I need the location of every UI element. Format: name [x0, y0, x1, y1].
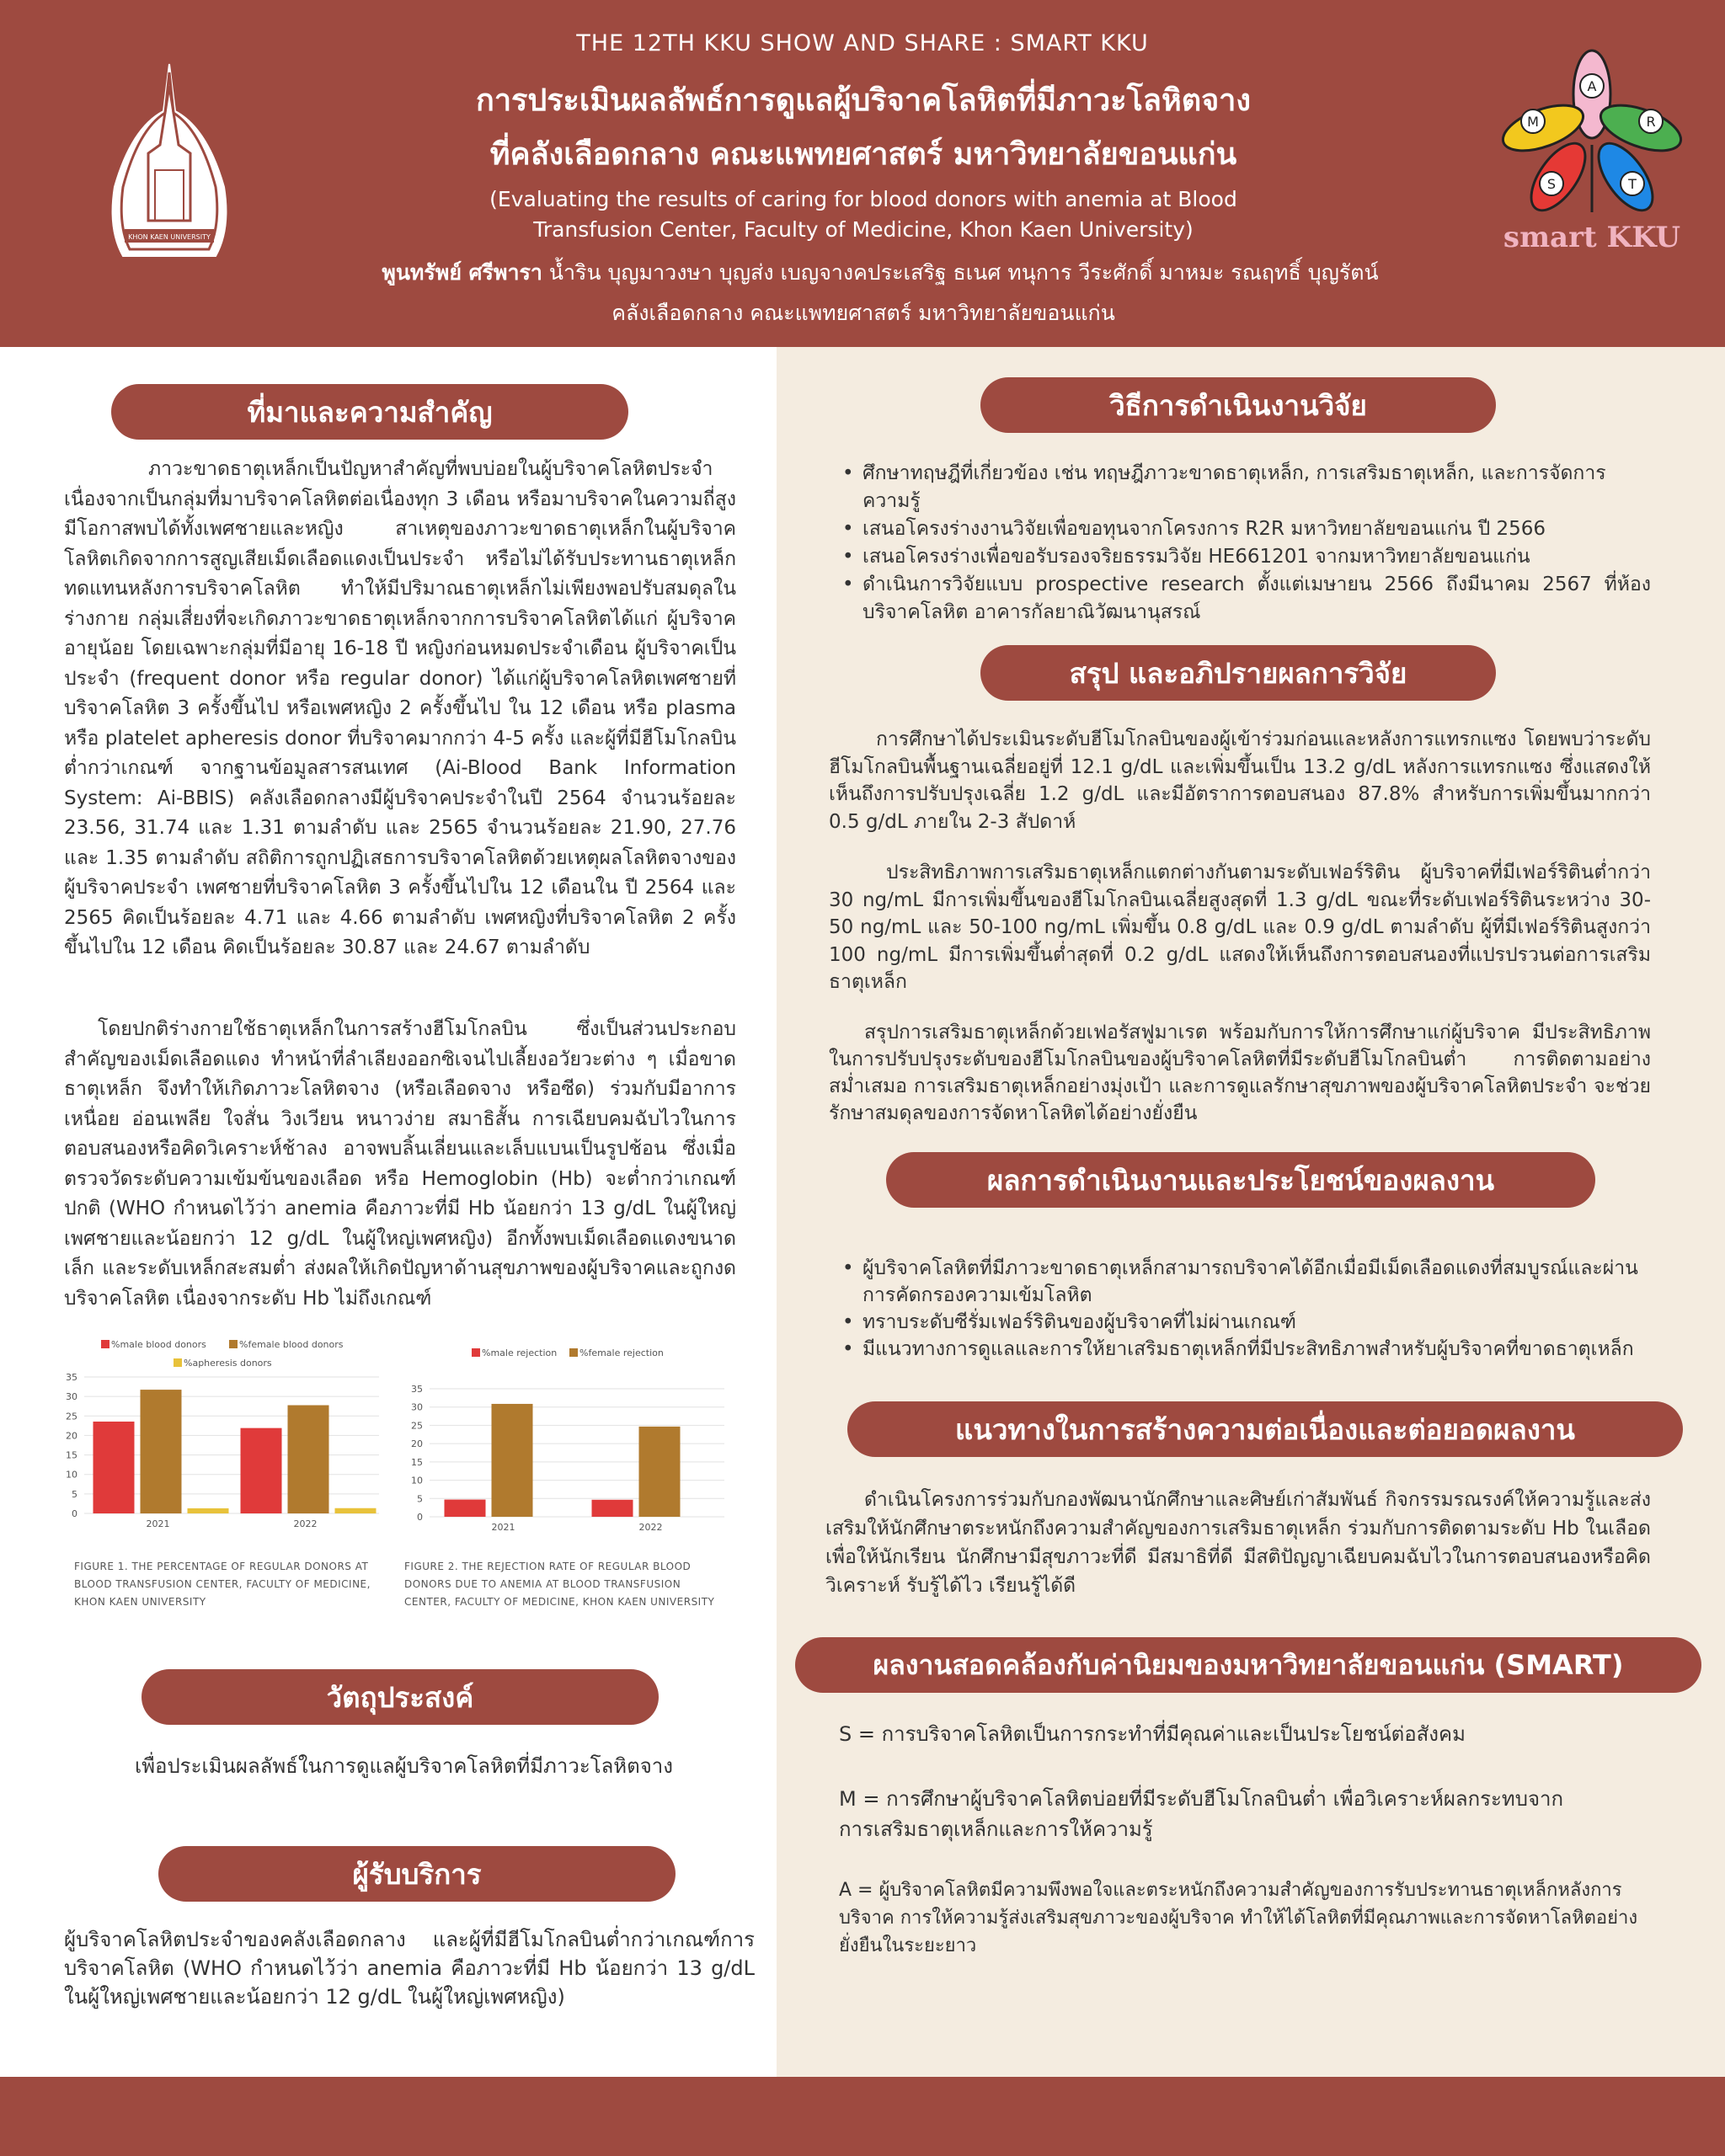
legend-label: %male blood donors	[111, 1339, 206, 1350]
y-tick-label: 25	[66, 1411, 77, 1422]
kku-seal-logo	[106, 61, 232, 263]
bar	[335, 1508, 377, 1513]
bar	[592, 1500, 633, 1517]
legend-swatch	[472, 1348, 480, 1357]
results-heading: ผลการดำเนินงานและประโยชน์ของผลงาน	[886, 1152, 1595, 1208]
y-tick-label: 20	[411, 1438, 423, 1450]
bar	[141, 1390, 182, 1513]
results-list	[842, 1255, 1642, 1363]
legend-label: %female blood donors	[239, 1339, 344, 1350]
legend-label: %male rejection	[482, 1348, 558, 1358]
poster-title-line2: ที่คลังเลือดกลาง คณะแพทยศาสตร์ มหาวิทยาลัยขอนแก่น	[489, 137, 1237, 172]
smart-heading: ผลงานสอดคล้องกับค่านิยมของมหาวิทยาลัยขอนแก่น (SMART)	[795, 1637, 1701, 1693]
smart-a-value: A = ผู้บริจาคโลหิตมีความพึงพอใจและตระหนักถึงความสำคัญของการรับประทานธาตุเหล็กหลังการบริจาค การให้ความรู้ส่งเสริมสุขภาวะของผู้บริจาค ทำให้ได้โลหิตที่มีคุณภาพและการจัดหาโลหิตอย่างยั่งยืนในระยะยาว	[839, 1880, 1638, 1956]
conclusion-paragraph-1: การศึกษาได้ประเมินระดับฮีโมโกลบินของผู้เข้าร่วมก่อนและหลังการแทรกแซง โดยพบว่าระดับฮีโมโกลบินพื้นฐานเฉลี่ยอยู่ที่ 12.1 g/dL และเพิ่มขึ้นเป็น 13.2 g/dL หลังการแทรกแซง ซึ่งแสดงให้เห็นถึงการปรับปรุงเฉลี่ย 1.2 g/dL และมีอัตราการตอบสนอง 87.8% สำหรับการเพิ่มขึ้นมากกว่า 0.5 g/dL ภายใน 2-3 สัปดาห์	[829, 728, 1651, 833]
legend-label: %apheresis donors	[184, 1358, 272, 1369]
chart-anemia-rejection	[396, 1343, 733, 1533]
results-item: • มีแนวทางการดูแลและการให้ยาเสริมธาตุเหล็กที่มีประสิทธิภาพสำหรับผู้บริจาคที่ขาดธาตุเหล็ก	[842, 1336, 1642, 1363]
bar	[445, 1500, 486, 1517]
letter-m: M	[1527, 114, 1539, 130]
chart1-bars	[93, 1390, 377, 1513]
legend-swatch	[229, 1340, 238, 1348]
y-tick-label: 30	[66, 1391, 77, 1403]
conclusion-paragraph-3: สรุปการเสริมธาตุเหล็กด้วยเฟอรัสฟูมาเรต พร้อมกับการให้การศึกษาแก่ผู้บริจาค มีประสิทธิภาพในการปรับปรุงระดับของฮีโมโกลบินของผู้บริจาคโลหิตที่มีระดับฮีโมโกลบินต่ำ การติดตามอย่างสม่ำเสมอ การเสริมธาตุเหล็กอย่างมุ่งเป้า และการดูแลรักษาสุขภาพของผู้บริจาคโลหิตประจำ จะช่วยรักษาสมดุลของการจัดหาโลหิตได้อย่างยั่งยืน	[829, 1022, 1651, 1124]
continuity-heading: แนวทางในการสร้างความต่อเนื่องและต่อยอดผลงาน	[847, 1401, 1683, 1457]
coauthors: น้ำริน บุญมาวงษา บุญส่ง เบญจางคประเสริฐ ธเนศ ทนุการ วีระศักดิ์ มาหมะ รณฤทธิ์ บุญรัตน์	[542, 260, 1379, 285]
poster-title-line1: การประเมินผลลัพธ์การดูแลผู้บริจาคโลหิตที่มีภาวะโลหิตจาง	[476, 83, 1251, 118]
x-tick-label: 2022	[638, 1522, 663, 1533]
chart-regular-donors	[51, 1335, 387, 1529]
methods-item: • เสนอโครงร่างเพื่อขอรับรองจริยธรรมวิจัย HE661201 จากมหาวิทยาลัยขอนแก่น	[842, 543, 1651, 571]
kku-logo-text: KHON KAEN UNIVERSITY	[128, 233, 211, 241]
lead-author: พูนทรัพย์ ศรีพารา	[382, 260, 542, 285]
letter-a: A	[1587, 78, 1597, 94]
chart1-caption: FIGURE 1. THE PERCENTAGE OF REGULAR DONORS AT BLOOD TRANSFUSION CENTER, FACULTY OF MEDICINE, KHON KAEN UNIVERSITY	[74, 1561, 371, 1608]
y-tick-label: 35	[66, 1372, 77, 1383]
y-tick-label: 5	[72, 1488, 77, 1500]
x-tick-label: 2021	[491, 1522, 515, 1533]
x-tick-label: 2022	[293, 1518, 318, 1529]
y-tick-label: 10	[66, 1469, 77, 1481]
objective-text: เพื่อประเมินผลลัพธ์ในการดูแลผู้บริจาคโลหิตที่มีภาวะโลหิตจาง	[135, 1754, 673, 1778]
letter-r: R	[1646, 114, 1656, 130]
y-tick-label: 15	[66, 1449, 77, 1461]
y-tick-label: 35	[411, 1384, 423, 1395]
results-item: • ทราบระดับซีรั่มเฟอร์ริตินของผู้บริจาคที่ไม่ผ่านเกณฑ์	[842, 1309, 1642, 1336]
continuity-text: ดำเนินโครงการร่วมกับกองพัฒนานักศึกษาและศิษย์เก่าสัมพันธ์ กิจกรรมรณรงค์ให้ความรู้และส่งเสริมให้นักศึกษาตระหนักถึงความสำคัญของการเสริมธาตุเหล็ก ร่วมกับการติดตามระดับ Hb ในเลือด เพื่อให้นักเรียน นักศึกษามีสุขภาวะที่ดี มีสมาธิที่ดี มีสติปัญญาเฉียบคมฉับไวในการตอบสนองหรือคิดวิเคราะห์ รับรู้ได้ไว เรียนรู้ได้ดี	[825, 1489, 1651, 1597]
clients-text: ผู้บริจาคโลหิตประจำของคลังเลือดกลาง และผู้ที่มีฮีโมโกลบินต่ำกว่าเกณฑ์การบริจาคโลหิต (WHO กำหนดไว้ว่า anemia คือภาวะที่มี Hb น้อยกว่า 13 g/dL ในผู้ใหญ่เพศชายและน้อยกว่า 12 g/dL ในผู้ใหญ่เพศหญิง)	[64, 1928, 755, 2009]
y-tick-label: 25	[411, 1420, 423, 1432]
chart2-caption: FIGURE 2. THE REJECTION RATE OF REGULAR BLOOD DONORS DUE TO ANEMIA AT BLOOD TRANSFUSION CENTER, FACULTY OF MEDICINE, KHON KAEN UNIVERSITY	[404, 1561, 715, 1608]
legend-swatch	[569, 1348, 578, 1357]
y-tick-label: 0	[72, 1508, 77, 1519]
background-paragraph-2: โดยปกติร่างกายใช้ธาตุเหล็กในการสร้างฮีโมโกลบิน ซึ่งเป็นส่วนประกอบสำคัญของเม็ดเลือดแดง ทำหน้าที่ลำเลียงออกซิเจนไปเลี้ยงอวัยวะต่าง ๆ เมื่อขาดธาตุเหล็ก จึงทำให้เกิดภาวะโลหิตจาง (หรือเลือดจาง หรือซีด) ร่วมกับมีอาการ เหนื่อย อ่อนเพลีย ใจสั่น วิงเวียน หนาวง่าย สมาธิสั้น การเฉียบคมฉับไวในการตอบสนองหรือคิดวิเคราะห์ช้าลง อาจพบลิ้นเลี่ยนและเล็บแบนเป็นรูปช้อน ซึ่งเมื่อตรวจวัดระดับความเข้มข้นของเลือด หรือ Hemoglobin (Hb) จะต่ำกว่าเกณฑ์ปกติ (WHO กำหนดไว้ว่า anemia คือภาวะที่มี Hb น้อยกว่า 13 g/dL ในผู้ใหญ่เพศชายและน้อยกว่า 12 g/dL ในผู้ใหญ่เพศหญิง) อีกทั้งพบเม็ดเลือดแดงขนาดเล็ก และระดับเหล็กสะสมต่ำ ส่งผลให้เกิดปัญหาด้านสุขภาพของผู้บริจาคและถูกงดบริจาคโลหิต เนื่องจากระดับ Hb ไม่ถึงเกณฑ์	[64, 1018, 736, 1310]
bar	[288, 1406, 329, 1513]
conclusion-heading: สรุป และอภิปรายผลการวิจัย	[980, 645, 1496, 701]
objective-heading: วัตถุประสงค์	[142, 1669, 659, 1725]
background-paragraph-1: ภาวะขาดธาตุเหล็กเป็นปัญหาสำคัญที่พบบ่อยในผู้บริจาคโลหิตประจำ เนื่องจากเป็นกลุ่มที่มาบริจาคโลหิตต่อเนื่องทุก 3 เดือน หรือมาบริจาคในความถี่สูง มีโอกาสพบได้ทั้งเพศชายและหญิง สาเหตุของภาวะขาดธาตุเหล็กในผู้บริจาคโลหิตเกิดจากการสูญเสียเม็ดเลือดแดงเป็นประจำ หรือไม่ได้รับประทานธาตุเหล็กทดแทนหลังการบริจาคโลหิต ทำให้มีปริมาณธาตุเหล็กไม่เพียงพอปรับสมดุลในร่างกาย กลุ่มเสี่ยงที่จะเกิดภาวะขาดธาตุเหล็กจากการบริจาคโลหิตได้แก่ ผู้บริจาคอายุน้อย โดยเฉพาะกลุ่มที่มีอายุ 16-18 ปี หญิงก่อนหมดประจำเดือน ผู้บริจาคเป็นประจำ (frequent donor หรือ regular donor) ได้แก่ผู้บริจาคโลหิตเพศชายที่บริจาคโลหิต 3 ครั้งขึ้นไป หรือเพศหญิง 2 ครั้งขึ้นไป ใน 12 เดือน หรือ plasma หรือ platelet apheresis donor ที่บริจาคมากกว่า 4-5 ครั้ง และผู้ที่มีฮีโมโกลบินต่ำกว่าเกณฑ์ จากฐานข้อมูลสารสนเทศ (Ai-Blood Bank Information System: Ai-BBIS) คลังเลือดกลางมีผู้บริจาคประจำในปี 2564 จำนวนร้อยละ 23.56, 31.74 และ 1.31 ตามลำดับ และ 2565 จำนวนร้อยละ 21.90, 27.76 และ 1.35 ตามลำดับ สถิติการถูกปฏิเสธการบริจาคโลหิตด้วยเหตุผลโลหิตจางของผู้บริจาคประจำ เพศชายที่บริจาคโลหิต 3 ครั้งขึ้นไปใน 12 เดือนใน ปี 2564 และ 2565 คิดเป็นร้อยละ 4.71 และ 4.66 ตามลำดับ เพศหญิงที่บริจาคโลหิต 2 ครั้งขึ้นไปใน 12 เดือน คิดเป็นร้อยละ 30.87 และ 24.67 ตามลำดับ	[64, 458, 736, 958]
results-item: • ผู้บริจาคโลหิตที่มีภาวะขาดธาตุเหล็กสามารถบริจาคได้อีกเมื่อมีเม็ดเลือดแดงที่สมบูรณ์และผ่านการคัดกรองความเข้มโลหิต	[842, 1255, 1642, 1309]
x-tick-label: 2021	[146, 1518, 170, 1529]
methods-item: • ศึกษาทฤษฎีที่เกี่ยวข้อง เช่น ทฤษฎีภาวะขาดธาตุเหล็ก, การเสริมธาตุเหล็ก, และการจัดการความรู้	[842, 460, 1651, 515]
bar	[241, 1428, 282, 1513]
letter-t: T	[1628, 176, 1637, 192]
chart2-legend	[472, 1348, 664, 1358]
bar	[93, 1422, 135, 1513]
methods-item: • ดำเนินการวิจัยแบบ prospective research ตั้งแต่เมษายน 2566 ถึงมีนาคม 2567 ที่ห้องบริจาคโลหิต อาคารกัลยาณิวัฒนานุสรณ์	[842, 571, 1651, 627]
legend-label: %female rejection	[579, 1348, 664, 1358]
letter-s: S	[1546, 176, 1557, 192]
event-name: THE 12TH KKU SHOW AND SHARE : SMART KKU	[576, 30, 1149, 56]
y-tick-label: 0	[417, 1512, 423, 1523]
smart-s-value: S = การบริจาคโลหิตเป็นการกระทำที่มีคุณค่าและเป็นประโยชน์ต่อสังคม	[839, 1722, 1466, 1746]
english-title-line2: Transfusion Center, Faculty of Medicine, Khon Kaen University)	[533, 217, 1194, 242]
y-tick-label: 20	[66, 1430, 77, 1442]
methods-heading: วิธีการดำเนินงานวิจัย	[980, 377, 1496, 433]
smart-kku-logo	[1499, 44, 1685, 271]
smart-m-value: M = การศึกษาผู้บริจาคโลหิตบ่อยที่มีระดับฮีโมโกลบินต่ำ เพื่อวิเคราะห์ผลกระทบจากการเสริมธาตุเหล็กและการให้ความรู้	[839, 1787, 1564, 1841]
methods-item: • เสนอโครงร่างงานวิจัยเพื่อขอทุนจากโครงการ R2R มหาวิทยาลัยขอนแก่น ปี 2566	[842, 515, 1651, 543]
legend-swatch	[174, 1358, 182, 1367]
background-heading: ที่มาและความสำคัญ	[111, 384, 628, 440]
smart-flower-icon	[1499, 44, 1685, 221]
english-title-line1: (Evaluating the results of caring for blood donors with anemia at Blood	[489, 187, 1237, 211]
bar	[639, 1427, 681, 1517]
clients-heading: ผู้รับบริการ	[158, 1846, 676, 1902]
poster-footer	[0, 2077, 1725, 2156]
chart2-bars	[445, 1404, 681, 1517]
poster-header	[0, 0, 1725, 347]
smart-kku-wordmark: smart KKU	[1503, 221, 1681, 254]
y-tick-label: 5	[417, 1493, 423, 1505]
conclusion-paragraph-2: ประสิทธิภาพการเสริมธาตุเหล็กแตกต่างกันตามระดับเฟอร์ริติน ผู้บริจาคที่มีเฟอร์ริตินต่ำกว่า 30 ng/mL มีการเพิ่มขึ้นของฮีโมโกลบินเฉลี่ยสูงสุดที่ 1.3 g/dL ขณะที่ระดับเฟอร์ริตินระหว่าง 30-50 ng/mL และ 50-100 ng/mL เพิ่มขึ้น 0.8 g/dL และ 0.9 g/dL ตามลำดับ ผู้ที่มีเฟอร์ริตินสูงกว่า 100 ng/mL มีการเพิ่มขึ้นต่ำสุดที่ 0.2 g/dL แสดงให้เห็นถึงการตอบสนองที่แปรปรวนต่อการเสริมธาตุเหล็ก	[829, 862, 1651, 993]
affiliation: คลังเลือดกลาง คณะแพทยศาสตร์ มหาวิทยาลัยขอนแก่น	[611, 301, 1115, 325]
y-tick-label: 10	[411, 1475, 423, 1486]
methods-list	[842, 460, 1651, 627]
y-tick-label: 15	[411, 1456, 423, 1468]
y-tick-label: 30	[411, 1401, 423, 1413]
legend-swatch	[101, 1340, 109, 1348]
bar	[188, 1508, 229, 1513]
chart1-legend	[101, 1339, 344, 1369]
bar	[492, 1404, 533, 1517]
authors	[286, 256, 1474, 290]
